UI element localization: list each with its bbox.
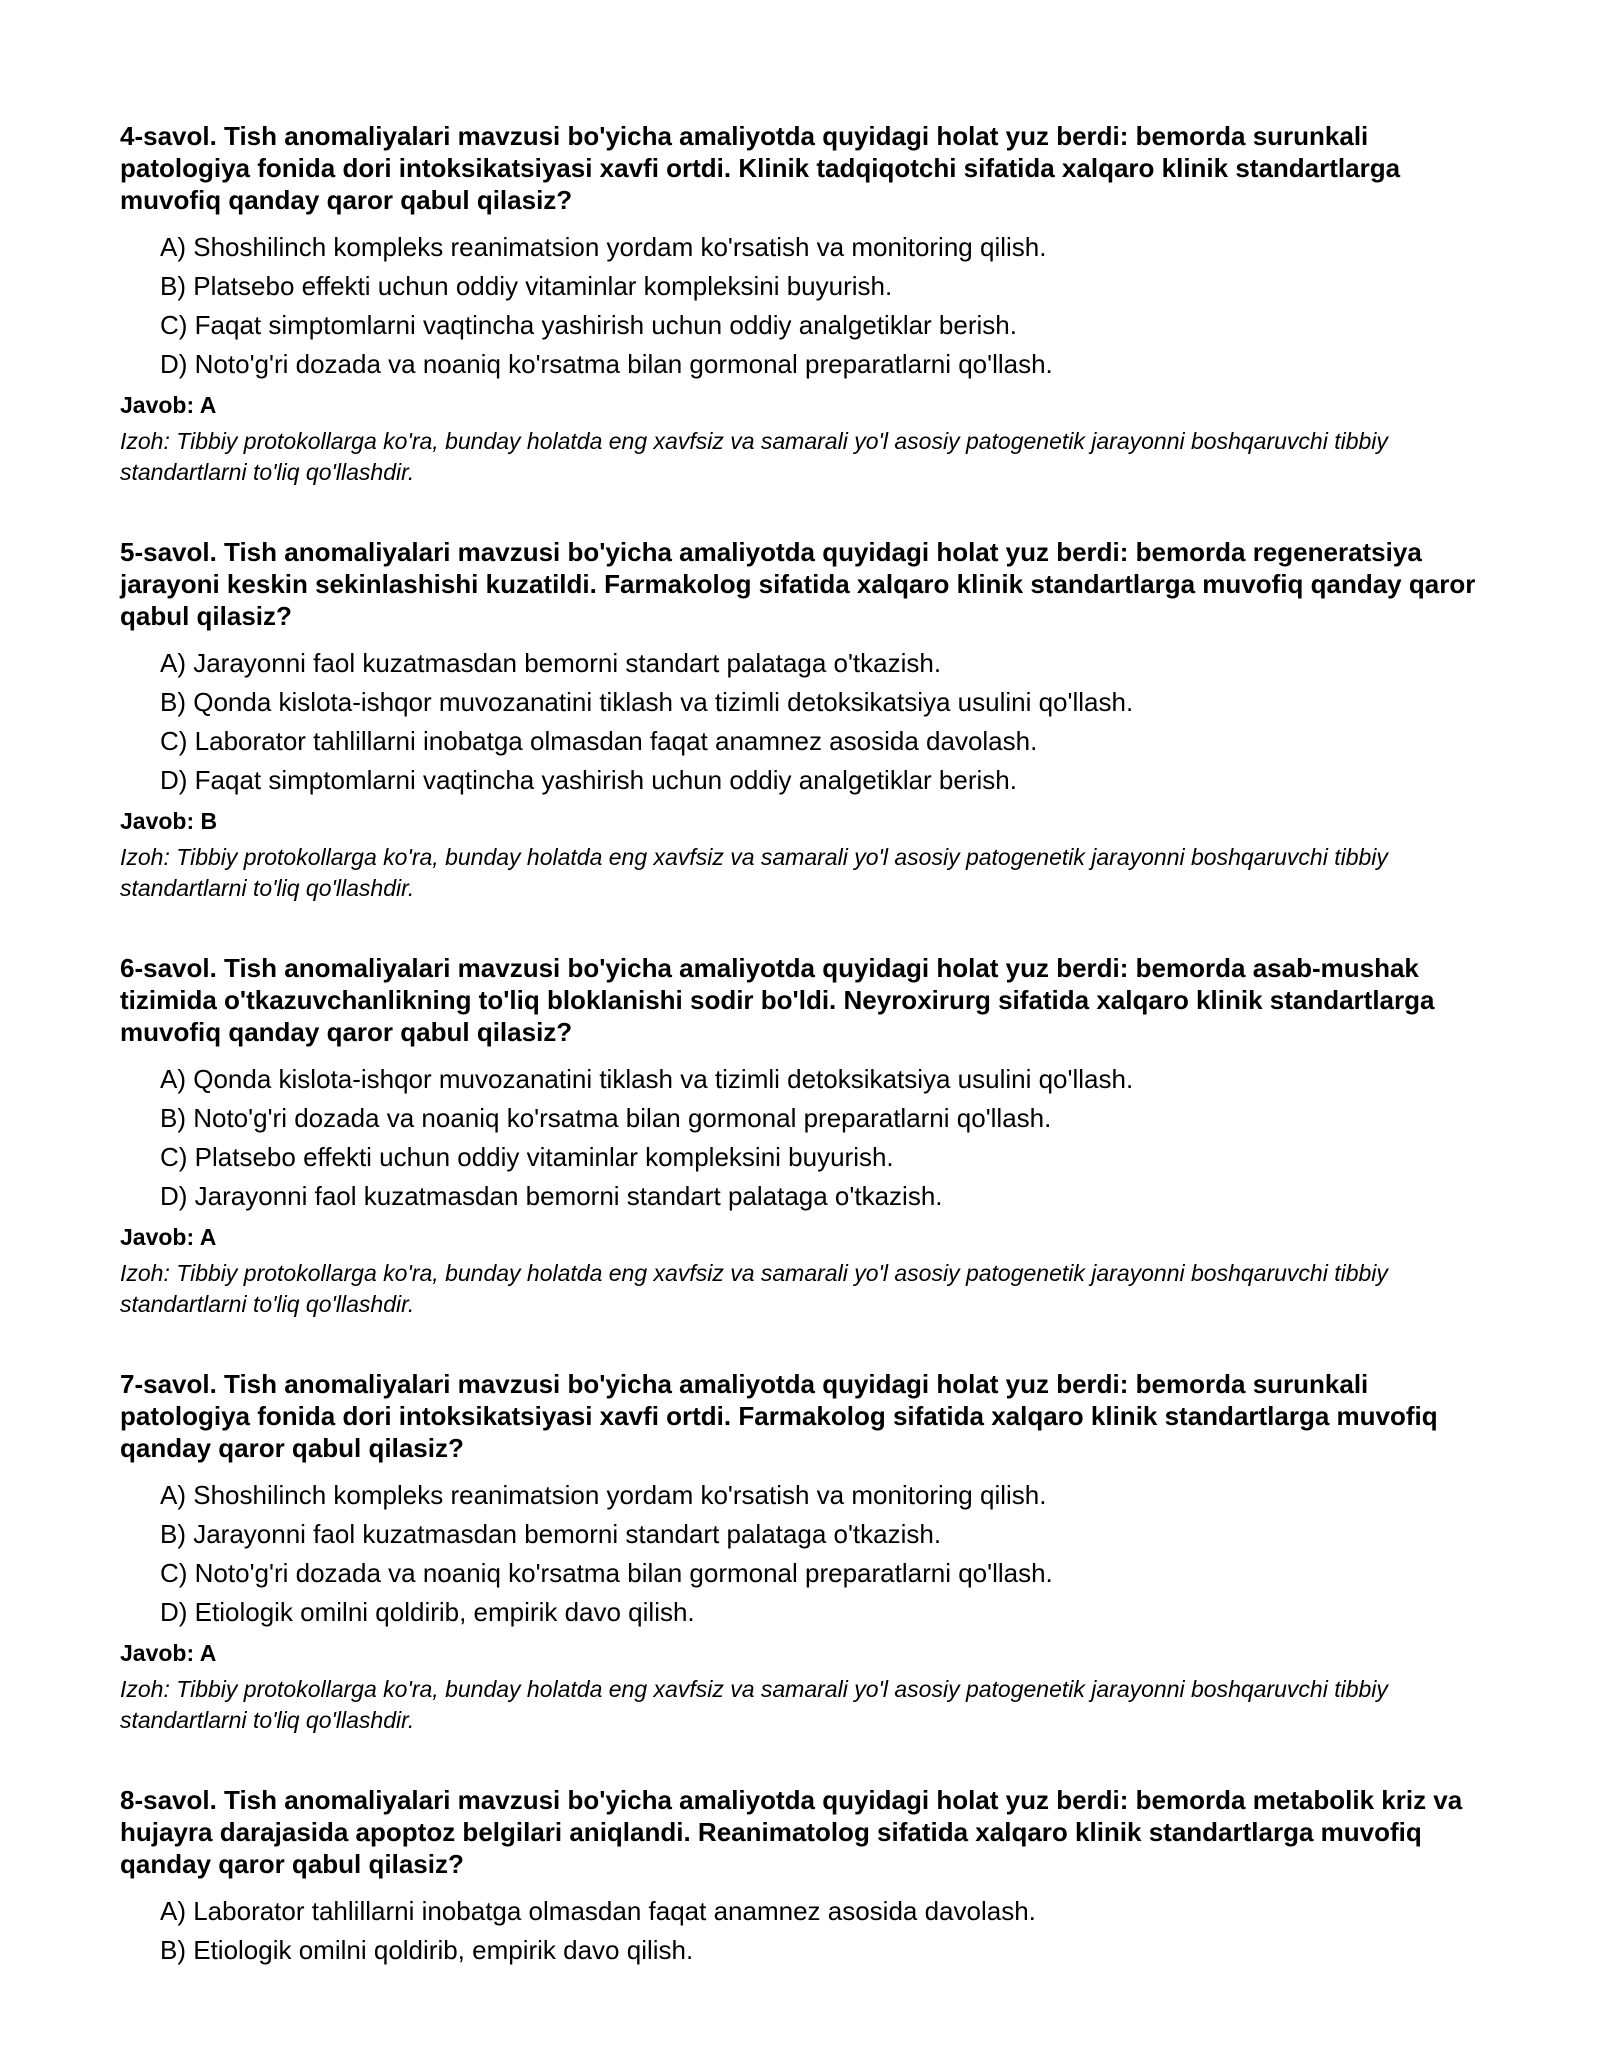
answer-line bbox=[120, 806, 1500, 836]
option-c: C) Noto'g'ri dozada va noaniq ko'rsatma bilan gormonal preparatlarni qo'llash. bbox=[160, 1558, 1053, 1588]
explanation-note: Izoh: Tibbiy protokollarga ko'ra, bunday holatda eng xavfsiz va samarali yo'l asosiy patogenetik jarayonni boshqaruvchi tibbiy standartlarni to'liq qo'llashdir. bbox=[120, 844, 1388, 901]
question-text: 5-savol. Tish anomaliyalari mavzusi bo'yicha amaliyotda quyidagi holat yuz berdi: bemorda regeneratsiya jarayoni keskin sekinlashishi kuzatildi. Farmakolog sifatida xalqaro klinik standartlarga muvofiq qanday qaror qabul qilasiz? bbox=[120, 537, 1476, 631]
question-block bbox=[120, 536, 1500, 904]
explanation-note: Izoh: Tibbiy protokollarga ko'ra, bunday holatda eng xavfsiz va samarali yo'l asosiy patogenetik jarayonni boshqaruvchi tibbiy standartlarni to'liq qo'llashdir. bbox=[120, 428, 1388, 485]
answer-value: B bbox=[200, 808, 218, 834]
option-a: A) Shoshilinch kompleks reanimatsion yordam ko'rsatish va monitoring qilish. bbox=[160, 1480, 1047, 1510]
options-list bbox=[120, 644, 1500, 800]
answer-line bbox=[120, 1222, 1500, 1252]
option-b: B) Qonda kislota-ishqor muvozanatini tiklash va tizimli detoksikatsiya usulini qo'llash. bbox=[160, 687, 1134, 717]
options-list bbox=[120, 1476, 1500, 1632]
answer-line bbox=[120, 1638, 1500, 1668]
answer-line bbox=[120, 390, 1500, 420]
option-d: D) Faqat simptomlarni vaqtincha yashirish uchun oddiy analgetiklar berish. bbox=[160, 765, 1017, 795]
option-a: A) Laborator tahlillarni inobatga olmasdan faqat anamnez asosida davolash. bbox=[160, 1896, 1036, 1926]
answer-value: A bbox=[199, 1224, 217, 1250]
option-b: B) Jarayonni faol kuzatmasdan bemorni standart palataga o'tkazish. bbox=[160, 1519, 942, 1549]
question-block bbox=[120, 1368, 1500, 1736]
answer-label: Javob: bbox=[120, 1224, 195, 1250]
question-text: 4-savol. Tish anomaliyalari mavzusi bo'yicha amaliyotda quyidagi holat yuz berdi: bemorda surunkali patologiya fonida dori intoksikatsiyasi xavfi ortdi. Klinik tadqiqotchi sifatida xalqaro klinik standartlarga muvofiq qanday qaror qabul qilasiz? bbox=[120, 121, 1401, 215]
option-a: A) Qonda kislota-ishqor muvozanatini tiklash va tizimli detoksikatsiya usulini qo'llash. bbox=[160, 1064, 1134, 1094]
options-list bbox=[120, 1060, 1500, 1216]
answer-label: Javob: bbox=[120, 1640, 195, 1666]
answer-label: Javob: bbox=[120, 808, 195, 834]
options-list bbox=[120, 1892, 1500, 1970]
question-block bbox=[120, 120, 1500, 488]
option-d: D) Noto'g'ri dozada va noaniq ko'rsatma bilan gormonal preparatlarni qo'llash. bbox=[160, 349, 1053, 379]
answer-label: Javob: bbox=[120, 392, 195, 418]
options-list bbox=[120, 228, 1500, 384]
option-a: A) Shoshilinch kompleks reanimatsion yordam ko'rsatish va monitoring qilish. bbox=[160, 232, 1047, 262]
explanation-note: Izoh: Tibbiy protokollarga ko'ra, bunday holatda eng xavfsiz va samarali yo'l asosiy patogenetik jarayonni boshqaruvchi tibbiy standartlarni to'liq qo'llashdir. bbox=[120, 1260, 1388, 1317]
option-c: C) Platsebo effekti uchun oddiy vitaminlar kompleksini buyurish. bbox=[160, 1142, 894, 1172]
question-text: 8-savol. Tish anomaliyalari mavzusi bo'yicha amaliyotda quyidagi holat yuz berdi: bemorda metabolik kriz va hujayra darajasida apoptoz belgilari aniqlandi. Reanimatolog sifatida xalqaro klinik standartlarga muvofiq qanday qaror qabul qilasiz? bbox=[120, 1785, 1463, 1879]
option-c: C) Laborator tahlillarni inobatga olmasdan faqat anamnez asosida davolash. bbox=[160, 726, 1038, 756]
question-text: 6-savol. Tish anomaliyalari mavzusi bo'yicha amaliyotda quyidagi holat yuz berdi: bemorda asab-mushak tizimida o'tkazuvchanlikning to'liq bloklanishi sodir bo'ldi. Neyroxirurg sifatida xalqaro klinik standartlarga muvofiq qanday qaror qabul qilasiz? bbox=[120, 953, 1435, 1047]
option-a: A) Jarayonni faol kuzatmasdan bemorni standart palataga o'tkazish. bbox=[160, 648, 942, 678]
answer-value: A bbox=[199, 392, 217, 418]
option-b: B) Platsebo effekti uchun oddiy vitaminlar kompleksini buyurish. bbox=[160, 271, 893, 301]
document-page bbox=[120, 120, 1500, 2018]
question-block bbox=[120, 1784, 1500, 1970]
question-block bbox=[120, 952, 1500, 1320]
question-text: 7-savol. Tish anomaliyalari mavzusi bo'yicha amaliyotda quyidagi holat yuz berdi: bemorda surunkali patologiya fonida dori intoksikatsiyasi xavfi ortdi. Farmakolog sifatida xalqaro klinik standartlarga muvofiq qanday qaror qabul qilasiz? bbox=[120, 1369, 1438, 1463]
option-c: C) Faqat simptomlarni vaqtincha yashirish uchun oddiy analgetiklar berish. bbox=[160, 310, 1017, 340]
option-d: D) Etiologik omilni qoldirib, empirik davo qilish. bbox=[160, 1597, 695, 1627]
answer-value: A bbox=[199, 1640, 217, 1666]
option-d: D) Jarayonni faol kuzatmasdan bemorni standart palataga o'tkazish. bbox=[160, 1181, 943, 1211]
explanation-note: Izoh: Tibbiy protokollarga ko'ra, bunday holatda eng xavfsiz va samarali yo'l asosiy patogenetik jarayonni boshqaruvchi tibbiy standartlarni to'liq qo'llashdir. bbox=[120, 1676, 1388, 1733]
option-b: B) Etiologik omilni qoldirib, empirik davo qilish. bbox=[160, 1935, 694, 1965]
option-b: B) Noto'g'ri dozada va noaniq ko'rsatma bilan gormonal preparatlarni qo'llash. bbox=[160, 1103, 1052, 1133]
